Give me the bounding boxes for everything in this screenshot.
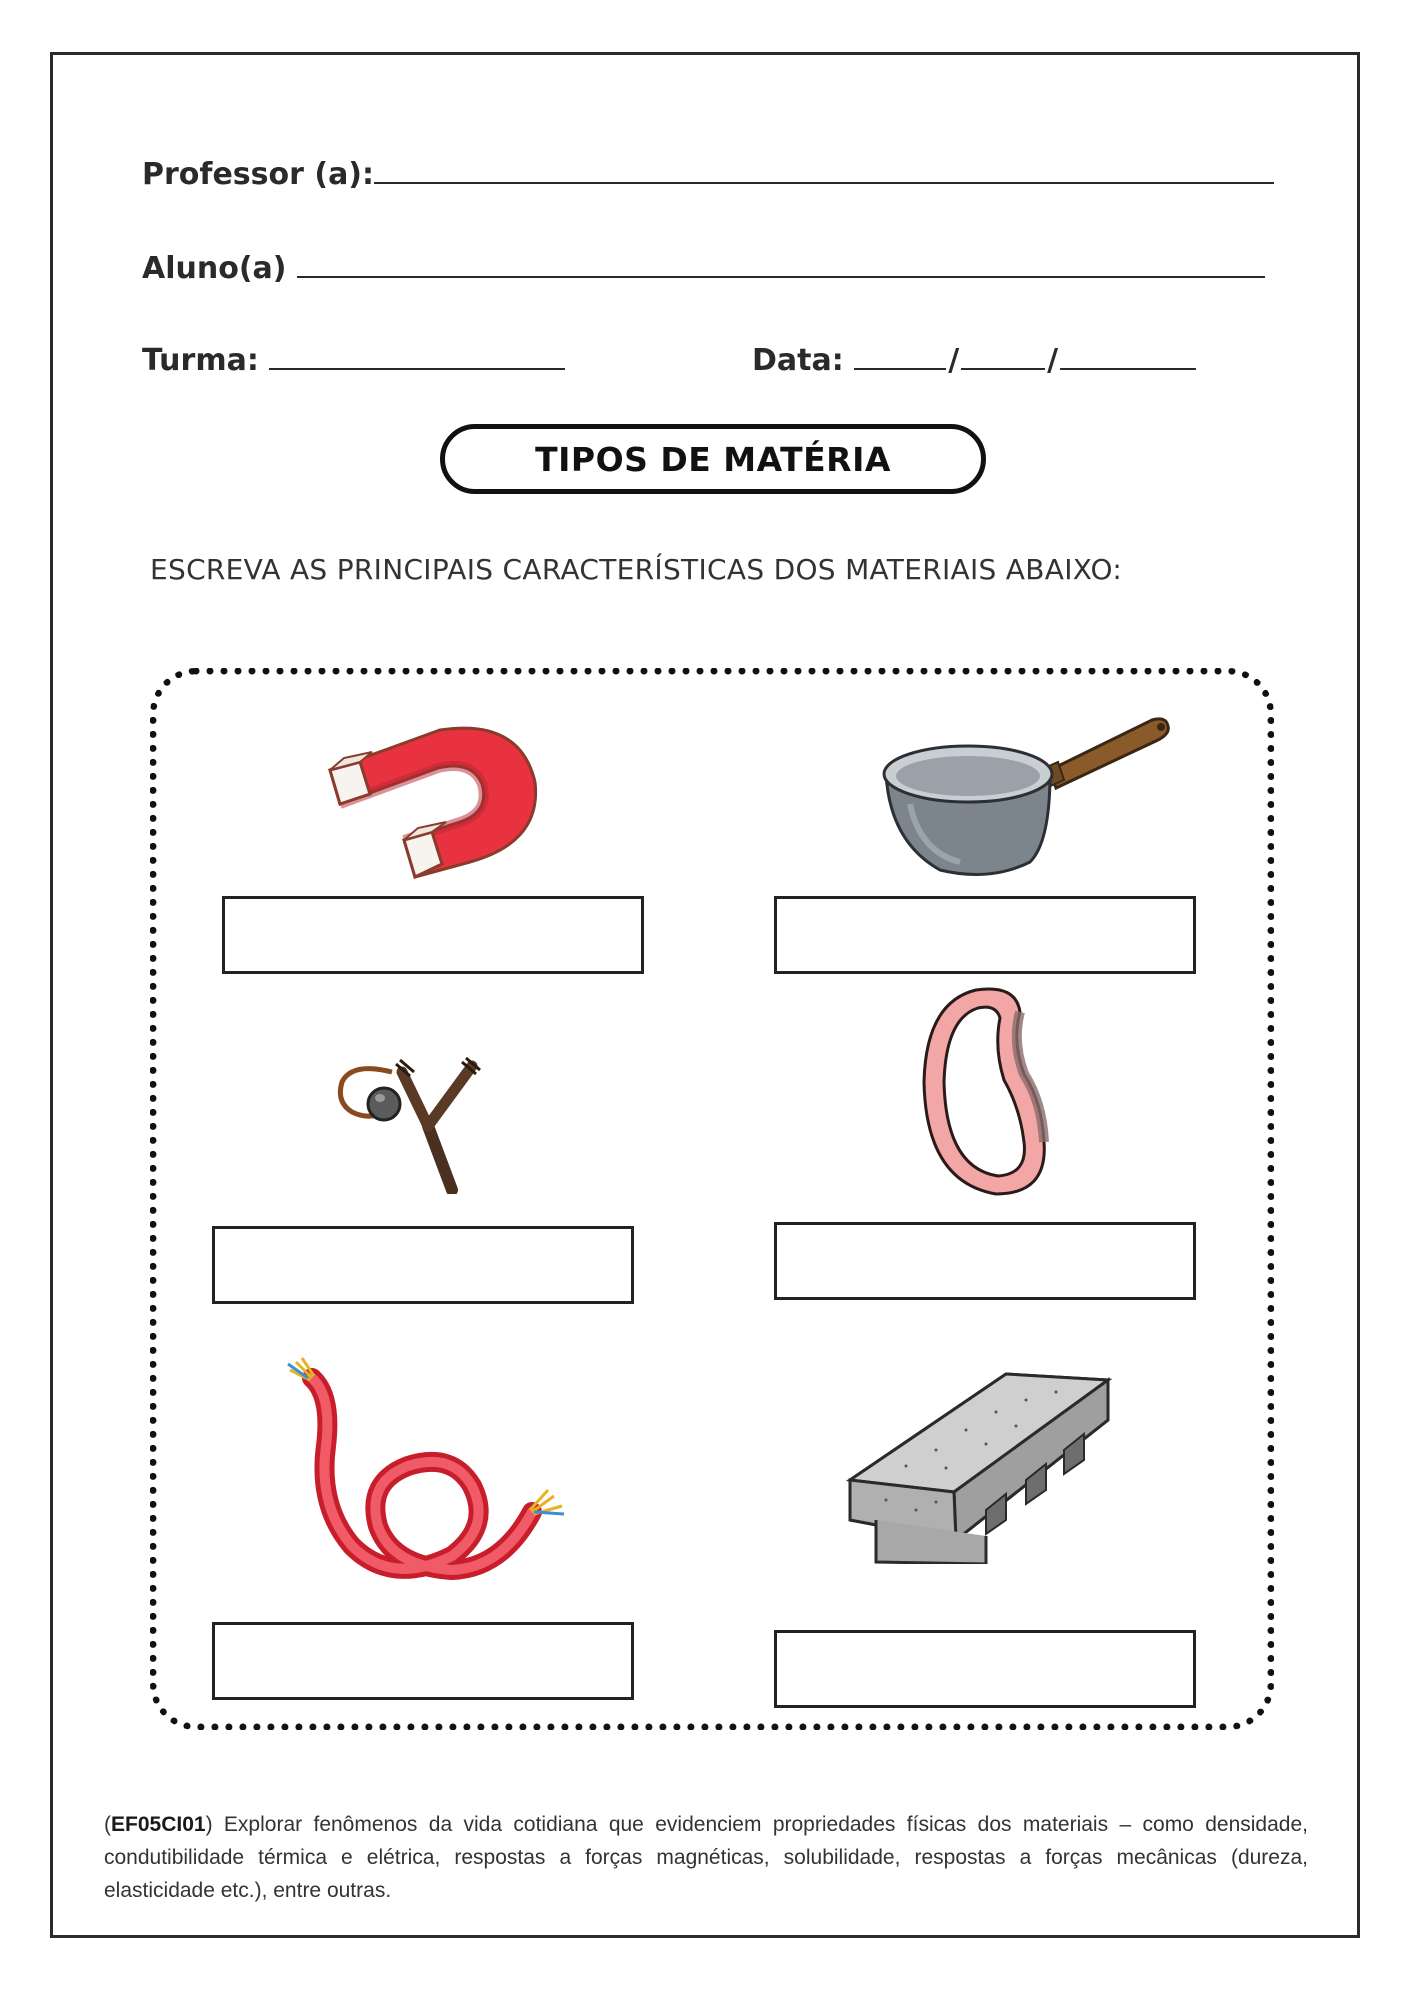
- slingshot-icon: [332, 1042, 492, 1194]
- date-day-line[interactable]: [854, 334, 946, 370]
- answer-box-saucepan[interactable]: [774, 896, 1196, 974]
- magnet-icon: [320, 722, 550, 880]
- student-input-line[interactable]: [297, 242, 1265, 278]
- teacher-label: Professor (a):: [142, 157, 375, 192]
- date-slash: /: [1047, 343, 1059, 378]
- answer-box-concrete-block[interactable]: [774, 1630, 1196, 1708]
- answer-box-slingshot[interactable]: [212, 1226, 634, 1304]
- bncc-skill-note: [104, 1808, 1308, 1907]
- date-year-line[interactable]: [1060, 334, 1196, 370]
- class-field: [142, 334, 565, 378]
- answer-box-wire[interactable]: [212, 1622, 634, 1700]
- footer-open-paren: (: [104, 1813, 111, 1836]
- date-field: [752, 334, 1196, 378]
- date-slash: /: [948, 343, 960, 378]
- teacher-input-line[interactable]: [374, 148, 1274, 184]
- skill-code: EF05CI01: [111, 1813, 206, 1836]
- concrete-block-icon: [846, 1370, 1112, 1564]
- class-label: Turma:: [142, 343, 259, 378]
- class-input-line[interactable]: [269, 334, 565, 370]
- rubber-band-icon: [916, 982, 1056, 1200]
- student-label: Aluno(a): [142, 251, 287, 286]
- student-field: [142, 242, 1265, 286]
- teacher-field: [142, 148, 1274, 192]
- answer-box-magnet[interactable]: [222, 896, 644, 974]
- electric-wire-icon: [282, 1356, 582, 1592]
- instruction-text: ESCREVA AS PRINCIPAIS CARACTERÍSTICAS DOS MATERIAIS ABAIXO:: [150, 553, 1123, 586]
- skill-description: ) Explorar fenômenos da vida cotidiana que evidenciem propriedades físicas dos materiais – como densidade, condutibilidade térmica e elétrica, respostas a forças magnéticas, solubilidade, respostas a forças mecânicas (dureza, elasticidade etc.), entre outras.: [104, 1813, 1308, 1902]
- worksheet-title: TIPOS DE MATÉRIA: [440, 424, 986, 494]
- answer-box-rubber-band[interactable]: [774, 1222, 1196, 1300]
- date-label: Data:: [752, 343, 844, 378]
- saucepan-icon: [880, 712, 1172, 880]
- date-month-line[interactable]: [961, 334, 1045, 370]
